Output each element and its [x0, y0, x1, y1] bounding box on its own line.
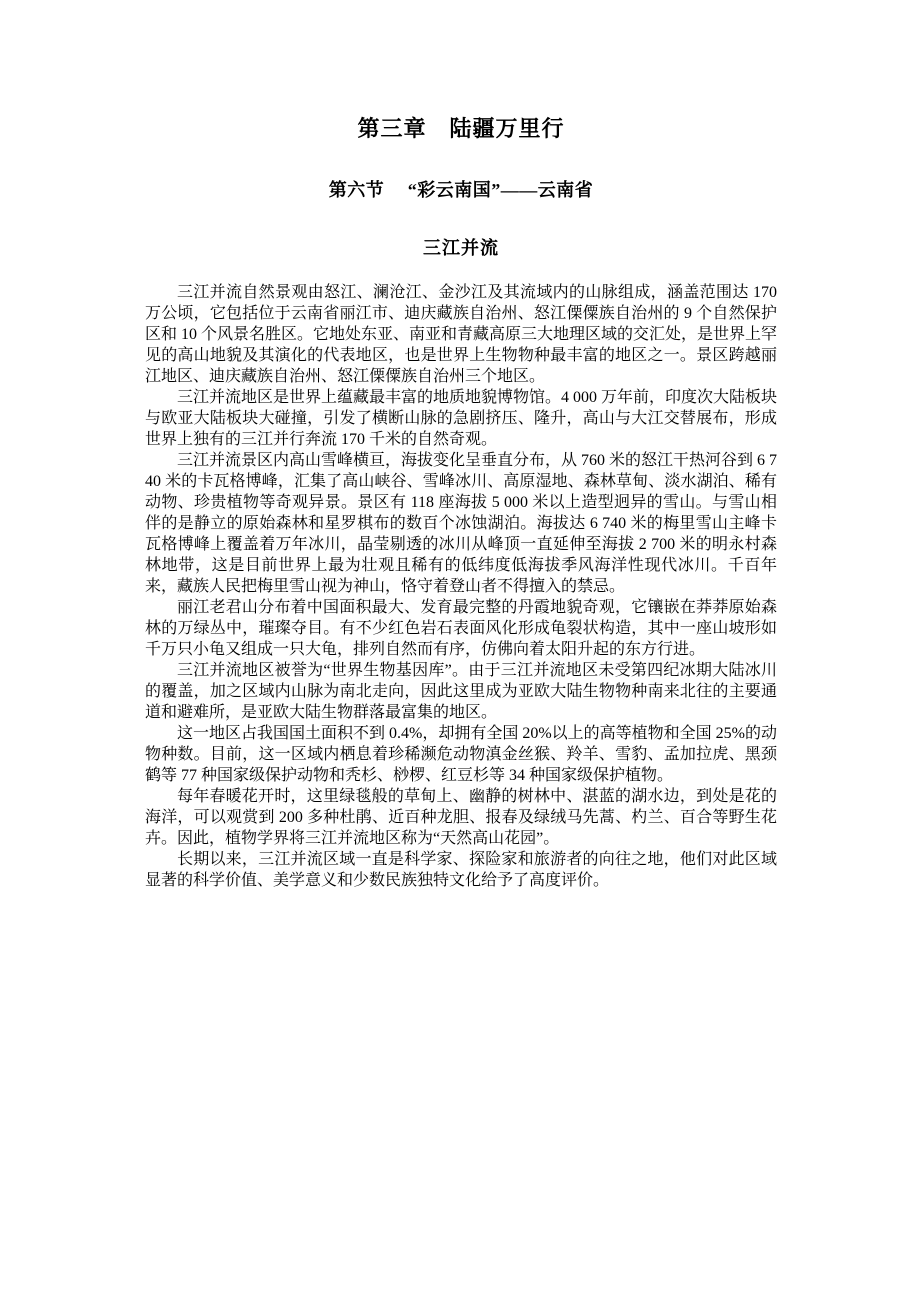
section-title: 第六节 “彩云南国”——云南省 — [328, 180, 594, 200]
paragraph: 三江并流景区内高山雪峰横亘，海拔变化呈垂直分布，从 760 米的怒江干热河谷到 6 740 米的卡瓦格博峰，汇集了高山峡谷、雪峰冰川、高原湿地、森林草甸、淡水湖泊、稀有动物、珍贵植物等奇观异景。景区有 118 座海拔 5 000 米以上造型迥异的雪山。与雪山相伴的是静立的原始森林和星罗棋布的数百个冰蚀湖泊。海拔达 6 740 米的梅里雪山主峰卡瓦格博峰上覆盖着万年冰川，晶莹剔透的冰川从峰顶一直延伸至海拔 2 700 米的明永村森林地带，这是目前世界上最为壮观且稀有的低纬度低海拔季风海洋性现代冰川。千百年来，藏族人民把梅里雪山视为神山，恪守着登山者不得擅入的禁忌。 — [145, 452, 778, 595]
paragraph: 三江并流地区是世界上蕴藏最丰富的地质地貌博物馆。4 000 万年前，印度次大陆板块与欧亚大陆板块大碰撞，引发了横断山脉的急剧挤压、隆升，高山与大江交替展布，形成世界上独有的三江并行奔流 170 千米的自然奇观。 — [145, 389, 778, 448]
paragraph: 三江并流自然景观由怒江、澜沧江、金沙江及其流域内的山脉组成，涵盖范围达 170 万公顷，它包括位于云南省丽江市、迪庆藏族自治州、怒江傈僳族自治州的 9 个自然保护区和 10 个风景名胜区。它地处东亚、南亚和青藏高原三大地理区域的交汇处，是世界上罕见的高山地貌及其演化的代表地区，也是世界上生物物种最丰富的地区之一。景区跨越丽江地区、迪庆藏族自治州、怒江傈僳族自治州三个地区。 — [145, 284, 778, 385]
paragraph: 三江并流地区被誉为“世界生物基因库”。由于三江并流地区未受第四纪冰期大陆冰川的覆盖，加之区域内山脉为南北走向，因此这里成为亚欧大陆生物物种南来北往的主要通道和避难所，是亚欧大陆生物群落最富集的地区。 — [145, 662, 777, 721]
paragraph: 长期以来，三江并流区域一直是科学家、探险家和旅游者的向往之地，他们对此区域显著的科学价值、美学意义和少数民族独特文化给予了高度评价。 — [145, 851, 777, 889]
paragraph: 这一地区占我国国土面积不到 0.4%，却拥有全国 20%以上的高等植物和全国 25%的动物种数。目前，这一区域内栖息着珍稀濒危动物滇金丝猴、羚羊、雪豹、孟加拉虎、黑颈鹤等 77 种国家级保护动物和秃杉、桫椤、红豆杉等 34 种国家级保护植物。 — [145, 725, 777, 784]
article-title: 三江并流 — [423, 238, 499, 258]
paragraph: 丽江老君山分布着中国面积最大、发育最完整的丹霞地貌奇观，它镶嵌在莽莽原始森林的万绿丛中，璀璨夺目。有不少红色岩石表面风化形成龟裂状构造，其中一座山坡形如千万只小龟又组成一只大龟，排列自然而有序，仿佛向着太阳升起的东方行进。 — [145, 599, 777, 658]
chapter-title: 第三章 陆疆万里行 — [357, 116, 565, 141]
paragraph: 每年春暖花开时，这里绿毯般的草甸上、幽静的树林中、湛蓝的湖水边，到处是花的海洋，可以观赏到 200 多种杜鹃、近百种龙胆、报春及绿绒马先蒿、杓兰、百合等野生花卉。因此，植物学界将三江并流地区称为“天然高山花园”。 — [145, 788, 777, 847]
